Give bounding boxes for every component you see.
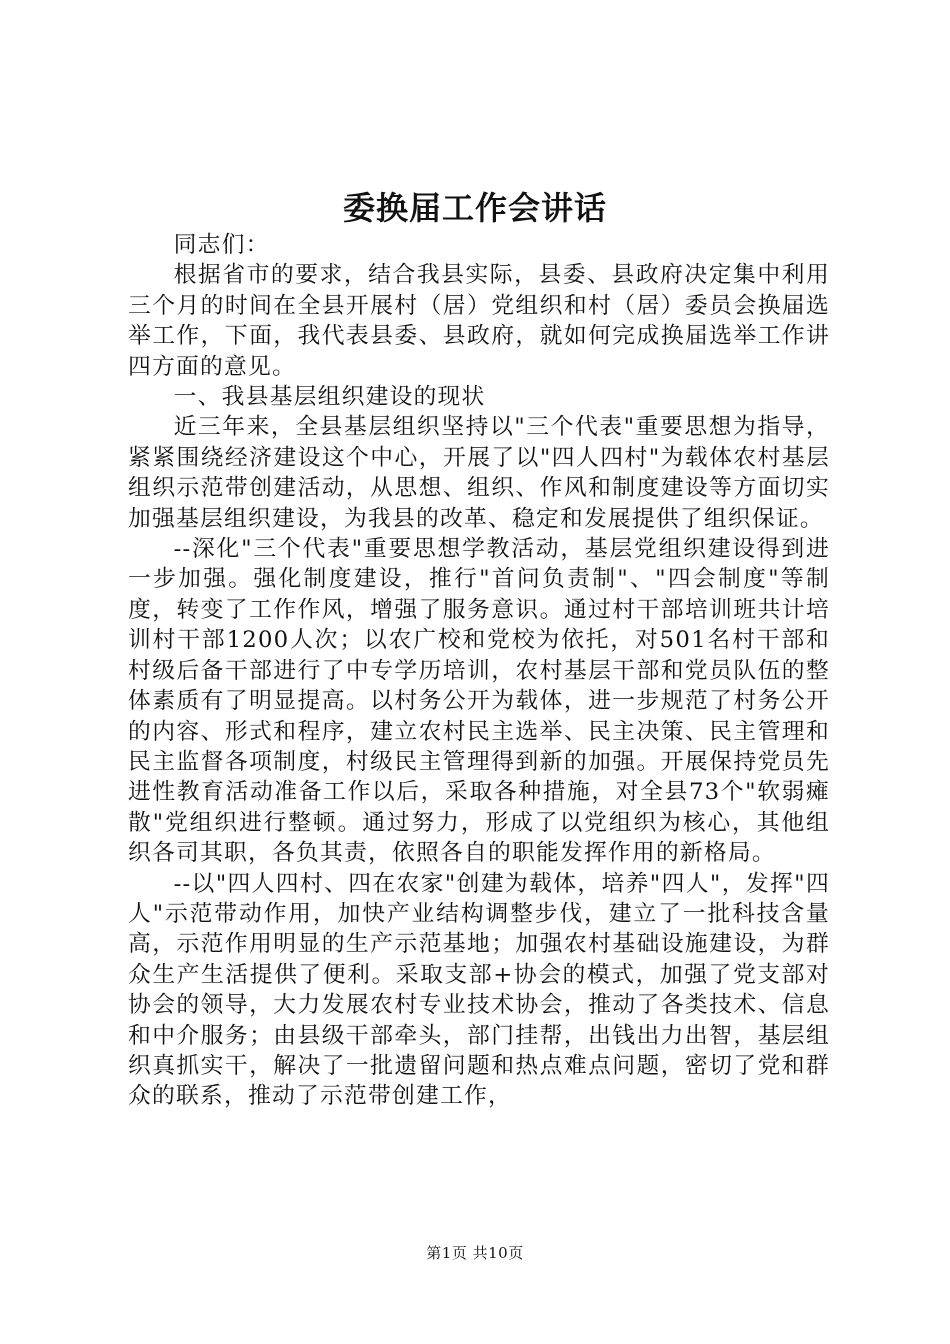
page-number-footer: 第1页 共10页	[426, 1244, 524, 1262]
paragraph: --深化"三个代表"重要思想学教活动，基层党组织建设得到进一步加强。强化制度建设，推行"首问负责制"、"四会制度"等制度，转变了工作作风，增强了服务意识。通过村干部培训班共计培训村干部1200人次；以农广校和党校为依托，对501名村干部和村级后备干部进行了中专学历培训，农村基层干部和党员队伍的整体素质有了明显提高。以村务公开为载体，进一步规范了村务公开的内容、形式和程序，建立农村民主选举、民主决策、民主管理和民主监督各项制度，村级民主管理得到新的加强。开展保持党员先进性教育活动准备工作以后，采取各种措施，对全县73个"软弱瘫散"党组织进行整顿。通过努力，形成了以党组织为核心，其他组织各司其职，各负其责，依照各自的职能发挥作用的新格局。	[128, 536, 830, 867]
paragraph: 近三年来，全县基层组织坚持以"三个代表"重要思想为指导，紧紧围绕经济建设这个中心，开展了以"四人四村"为载体农村基层组织示范带创建活动，从思想、组织、作风和制度建设等方面切实加强基层组织建设，为我县的改革、稳定和发展提供了组织保证。	[128, 414, 830, 532]
salutation: 同志们：	[173, 232, 270, 258]
paragraph: --以"四人四村、四在农家"创建为载体，培养"四人"，发挥"四人"示范带动作用，加快产业结构调整步伐，建立了一批科技含量高，示范作用明显的生产示范基地；加强农村基础设施建设，为群众生产生活提供了便利。采取支部+协会的模式，加强了党支部对协会的领导，大力发展农村专业技术协会，推动了各类技术、信息和中介服务；由县级干部牵头，部门挂帮，出钱出力出智，基层组织真抓实干，解决了一批遗留问题和热点难点问题，密切了党和群众的联系，推动了示范带创建工作，	[128, 870, 830, 1110]
document-title: 委换届工作会讲话	[342, 189, 607, 227]
paragraph: 根据省市的要求，结合我县实际，县委、县政府决定集中利用三个月的时间在全县开展村（居）党组织和村（居）委员会换届选举工作，下面，我代表县委、县政府，就如何完成换届选举工作讲四方面的意见。	[128, 262, 830, 380]
document-body	[128, 230, 830, 1112]
section-heading: 一、我县基层组织建设的现状	[173, 384, 486, 411]
